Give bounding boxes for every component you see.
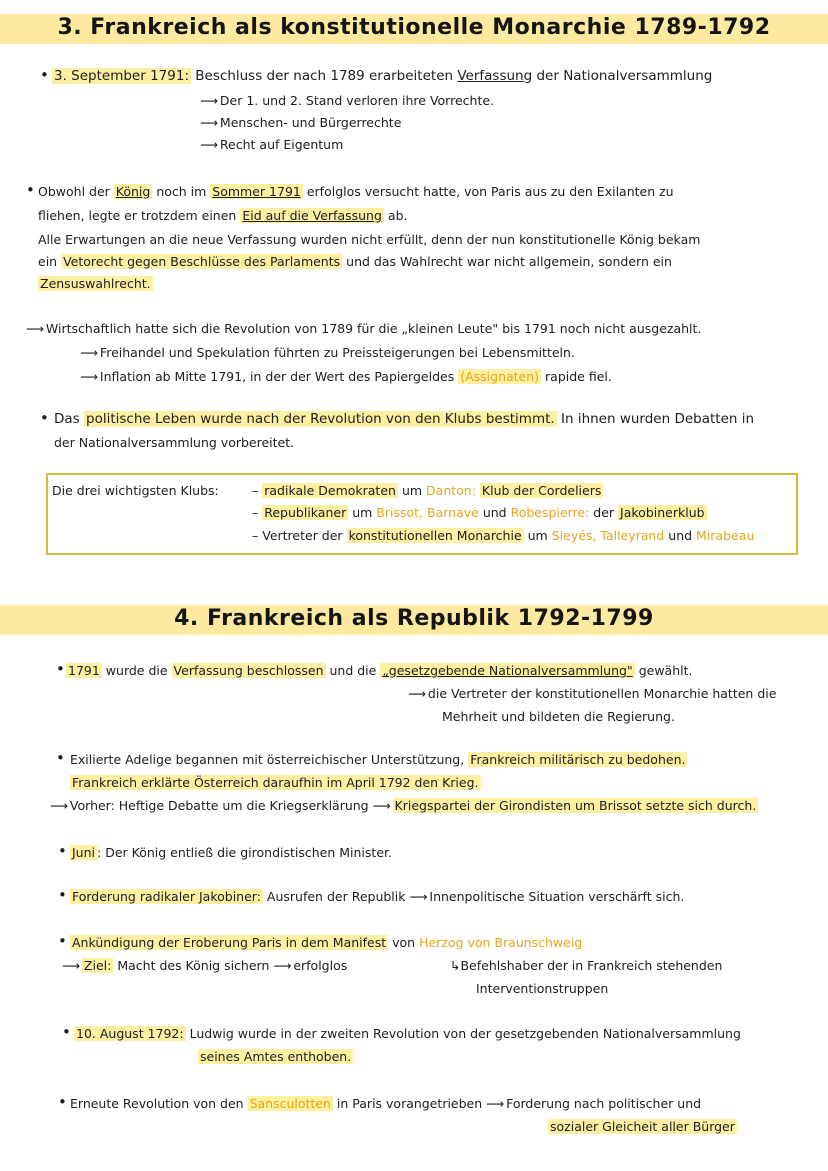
section4-p1-sub2: Mehrheit und bildeten die Regierung. [442,709,675,724]
section3-p3-line3: ⟶ Inflation ab Mitte 1791, in der der Wert des Papiergeldes (Assignaten) rapide fiel. [80,367,612,387]
date-highlight: 3. September 1791: [54,68,189,84]
arrow-right-icon: ⟶ [200,137,218,152]
arrow-right-icon: ⟶ [80,345,98,360]
bullet: • [40,409,49,427]
arrow-right-icon: ⟶ [273,958,292,973]
arrow-right-icon: ⟶ [50,798,68,813]
section4-p5-line3: Interventionstruppen [476,981,609,996]
section3-p1-sub2: ⟶ Menschen- und Bürgerrechte [200,113,401,133]
clubs-label: Die drei wichtigsten Klubs: [52,483,219,498]
bullet: • [56,749,65,767]
section4-p7-line1: Erneute Revolution von den Sansculotten in Paris vorangetrieben ⟶ Forderung nach politischer und [70,1094,701,1114]
section4-p5-line2: ⟶ Ziel: Macht des König sichern ⟶ erfolglos [62,956,347,976]
section3-p1-sub3: ⟶ Recht auf Eigentum [200,135,343,155]
section4-p6-line2: seines Amtes enthoben. [200,1049,352,1064]
section3-title: 3. Frankreich als konstitutionelle Monarchie 1789-1792 [57,15,771,40]
section4-p7-line2: sozialer Gleicheit aller Bürger [550,1119,735,1134]
section3-p3-line1: ⟶ Wirtschaftlich hatte sich die Revolution von 1789 für die „kleinen Leute" bis 1791 noch nicht ausgezahlt. [26,319,701,339]
section4-p6-line1: 10. August 1792: Ludwig wurde in der zweiten Revolution von der gesetzgebenden Nationalversammlung [76,1026,741,1041]
club-row-2: – Republikaner um Brissot, Barnave und Robespierre: der Jakobinerklub [252,505,705,520]
section4-p2-line3: ⟶ Vorher: Heftige Debatte um die Kriegserklärung ⟶ Kriegspartei der Girondisten um Brissot setzte sich durch. [50,796,758,816]
section4-p4-line: Forderung radikaler Jakobiner: Ausrufen der Republik ⟶ Innenpolitische Situation verschärft sich. [70,887,684,907]
section3-p2-line1: Obwohl der König noch im Sommer 1791 erfolglos versucht hatte, von Paris aus zu den Exilanten zu [38,184,674,199]
section3-p1-line1: 3. September 1791: Beschluss der nach 1789 erarbeiteten Verfassung der Nationalversammlung [54,68,713,84]
bullet: • [58,842,67,860]
bullet: • [26,181,35,199]
bullet: • [58,1093,67,1111]
club-row-3: – Vertreter der konstitutionellen Monarchie um Sieyés, Talleyrand und Mirabeau [252,528,755,543]
section3-p2-line3: Alle Erwartungen an die neue Verfassung wurden nicht erfüllt, denn der nun konstitutionelle König bekam [38,232,701,247]
section3-p4-line1: Das politische Leben wurde nach der Revolution von den Klubs bestimmt. In ihnen wurden Debatten in [54,411,755,427]
bullet: • [40,66,49,84]
section4-p3-line: Juni : Der König entließ die girondistischen Minister. [72,845,392,860]
section3-p2-line5: Zensuswahlrecht. [40,276,151,291]
section3-p4-line2: der Nationalversammlung vorbereitet. [54,435,295,450]
section4-title: 4. Frankreich als Republik 1792-1799 [174,606,654,631]
section3-p2-line2: fliehen, legte er trotzdem einen Eid auf die Verfassung ab. [38,208,408,223]
arrow-right-icon: ⟶ [372,798,391,813]
arrow-right-icon: ⟶ [486,1096,505,1111]
section4-p1-sub1: ⟶ die Vertreter der konstitutionellen Monarchie hatten die [408,684,776,704]
section3-p2-line4: ein Vetorecht gegen Beschlüsse des Parlaments und das Wahlrecht war nicht allgemein, sondern ein [38,254,672,269]
section4-p5-line2b: ↳Befehlshaber der in Frankreich stehenden [450,958,723,973]
arrow-right-icon: ⟶ [408,686,426,701]
bullet: • [58,886,67,904]
arrow-right-icon: ⟶ [26,321,44,336]
arrow-right-icon: ⟶ [62,958,80,973]
corner-arrow-icon: ↳ [450,958,461,973]
section4-p2-line1: Exilierte Adelige begannen mit österreichischer Unterstützung, Frankreich militärisch zu bedohen. [70,752,686,767]
club-row-1: – radikale Demokraten um Danton: Klub der Cordeliers [252,483,602,498]
arrow-right-icon: ⟶ [409,889,428,904]
section3-p1-sub1: ⟶ Der 1. und 2. Stand verloren ihre Vorrechte. [200,91,494,111]
section4-p2-line2: Frankreich erklärte Österreich daraufhin im April 1792 den Krieg. [72,775,479,790]
bullet: • [62,1023,71,1041]
arrow-right-icon: ⟶ [80,369,98,384]
arrow-right-icon: ⟶ [200,93,218,108]
section4-p5-line1: Ankündigung der Eroberung Paris in dem Manifest von Herzog von Braunschweig [72,935,583,950]
section4-p1-line1: 1791 wurde die Verfassung beschlossen und die „gesetzgebende Nationalversammlung" gewählt. [68,663,693,678]
arrow-right-icon: ⟶ [200,115,218,130]
section3-p3-line2: ⟶ Freihandel und Spekulation führten zu Preissteigerungen bei Lebensmitteln. [80,343,575,363]
bullet: • [58,932,67,950]
bullet: • [56,660,65,678]
